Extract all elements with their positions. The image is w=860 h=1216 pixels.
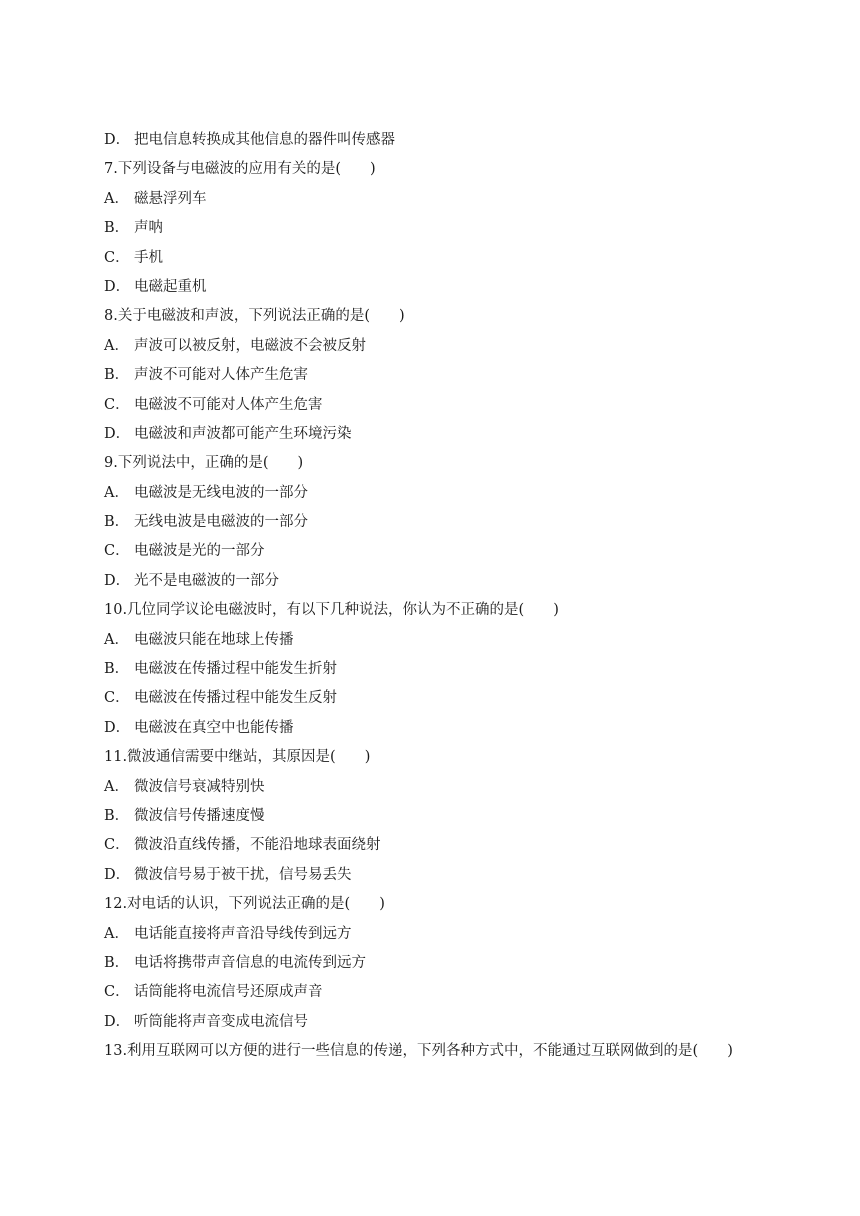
option-letter: D． (104, 866, 131, 883)
option-letter: C． (104, 396, 130, 413)
option-text: 话筒能将电流信号还原成声音 (134, 984, 323, 1001)
answer-option (104, 244, 804, 273)
question-stem: 7.下列设备与电磁波的应用有关的是( ) (104, 161, 376, 178)
option-letter: B． (104, 220, 130, 237)
answer-option (104, 949, 804, 978)
option-text: 无线电波是电磁波的一部分 (134, 514, 308, 531)
option-text: 电话将携带声音信息的电流传到远方 (134, 954, 366, 971)
option-letter: D． (104, 132, 131, 148)
option-letter: A． (104, 631, 129, 648)
answer-option (104, 332, 804, 361)
answer-option (104, 185, 804, 214)
answer-option (104, 361, 804, 390)
option-letter: C． (104, 543, 130, 560)
option-text: 电磁波只能在地球上传播 (134, 631, 294, 648)
option-text: 电磁波不可能对人体产生危害 (134, 396, 323, 413)
answer-option (104, 567, 804, 596)
answer-option (104, 391, 804, 420)
answer-option (104, 714, 804, 743)
option-text: 听筒能将声音变成电流信号 (134, 1013, 308, 1030)
answer-option (104, 537, 804, 566)
answer-option (104, 1008, 804, 1037)
option-text: 电磁波是光的一部分 (134, 543, 265, 560)
option-text: 微波沿直线传播，不能沿地球表面绕射 (134, 837, 381, 854)
option-text: 电磁波是无线电波的一部分 (134, 484, 308, 501)
answer-option (104, 479, 804, 508)
answer-option (104, 920, 804, 949)
document-page (104, 126, 804, 1067)
option-letter: A． (104, 778, 129, 795)
option-letter: D． (104, 572, 131, 589)
answer-option (104, 861, 804, 890)
option-letter: D． (104, 278, 131, 295)
question-stem: 11.微波通信需要中继站，其原因是( ) (104, 749, 371, 766)
option-letter: B． (104, 661, 130, 678)
question-stem: 12.对电话的认识，下列说法正确的是( ) (104, 896, 385, 913)
option-letter: B． (104, 954, 130, 971)
answer-option (104, 214, 804, 243)
answer-option (104, 126, 804, 155)
option-text: 磁悬浮列车 (134, 190, 207, 207)
option-text: 声波可以被反射，电磁波不会被反射 (134, 337, 366, 354)
option-text: 把电信息转换成其他信息的器件叫传感器 (134, 132, 395, 148)
answer-option (104, 831, 804, 860)
answer-option (104, 273, 804, 302)
option-text: 电磁波和声波都可能产生环境污染 (134, 425, 352, 442)
answer-option (104, 773, 804, 802)
option-text: 电磁波在真空中也能传播 (134, 719, 294, 736)
option-text: 微波信号衰减特别快 (134, 778, 265, 795)
answer-option (104, 508, 804, 537)
answer-option (104, 978, 804, 1007)
option-letter: B． (104, 514, 130, 531)
question-stem: 13.利用互联网可以方便的进行一些信息的传递，下列各种方式中，不能通过互联网做到的是( ) (104, 1043, 733, 1060)
option-letter: A． (104, 925, 129, 942)
option-letter: A． (104, 190, 129, 207)
option-letter: D． (104, 425, 131, 442)
option-letter: D． (104, 1013, 131, 1030)
option-text: 电磁波在传播过程中能发生折射 (134, 661, 337, 678)
option-letter: C． (104, 837, 130, 854)
option-text: 微波信号传播速度慢 (134, 807, 265, 824)
answer-option (104, 655, 804, 684)
option-letter: C． (104, 984, 130, 1001)
answer-option (104, 420, 804, 449)
option-text: 声波不可能对人体产生危害 (134, 367, 308, 384)
option-letter: B． (104, 807, 130, 824)
option-text: 手机 (134, 249, 163, 266)
answer-option (104, 626, 804, 655)
option-text: 电话能直接将声音沿导线传到远方 (134, 925, 352, 942)
answer-option (104, 802, 804, 831)
option-letter: B． (104, 367, 130, 384)
question-stem: 8.关于电磁波和声波，下列说法正确的是( ) (104, 308, 405, 325)
question-stem: 10.几位同学议论电磁波时，有以下几种说法，你认为不正确的是( ) (104, 602, 559, 619)
option-text: 电磁起重机 (134, 278, 207, 295)
option-text: 微波信号易于被干扰，信号易丢失 (134, 866, 352, 883)
question-stem: 9.下列说法中，正确的是( ) (104, 455, 304, 472)
answer-option (104, 684, 804, 713)
option-text: 电磁波在传播过程中能发生反射 (134, 690, 337, 707)
option-text: 声呐 (134, 220, 163, 237)
option-letter: D． (104, 719, 131, 736)
option-letter: A． (104, 484, 129, 501)
option-letter: A． (104, 337, 129, 354)
option-letter: C． (104, 690, 130, 707)
option-text: 光不是电磁波的一部分 (134, 572, 279, 589)
option-letter: C． (104, 249, 130, 266)
